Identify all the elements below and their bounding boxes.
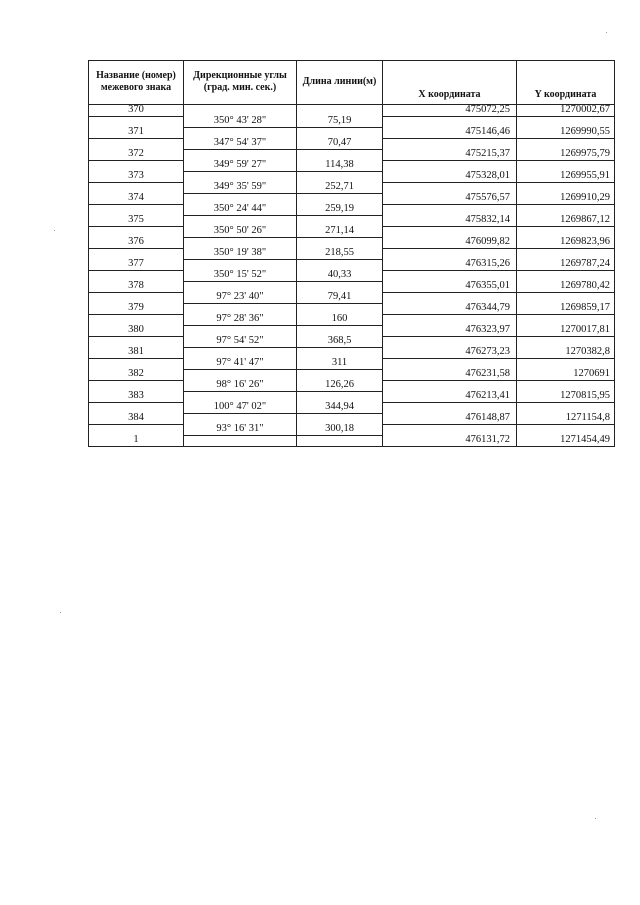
- header-y-coordinate: Y координата: [517, 61, 615, 105]
- line-length-cell: 126,26: [297, 380, 383, 391]
- header-line-length: Длина линии(м): [297, 61, 383, 105]
- x-coordinate-cell: 476315,26: [383, 259, 517, 270]
- x-coordinate-cell: 476213,41: [383, 391, 517, 402]
- y-coordinate-cell: 1269780,42: [517, 281, 615, 292]
- table-row-segment: [89, 270, 615, 281]
- x-coordinate-cell: 476231,58: [383, 369, 517, 380]
- point-name-cell: 382: [89, 369, 184, 380]
- y-coordinate-cell: 1271454,49: [517, 435, 615, 446]
- directional-angle-cell: 97° 23' 40": [184, 292, 297, 303]
- table-row-segment: [89, 358, 615, 369]
- x-coordinate-cell: 475832,14: [383, 215, 517, 226]
- line-length-cell: 271,14: [297, 226, 383, 237]
- point-name-cell: 379: [89, 303, 184, 314]
- line-length-cell: 114,38: [297, 160, 383, 171]
- directional-angle-cell: 100° 47' 02": [184, 402, 297, 413]
- x-coordinate-cell: 476131,72: [383, 435, 517, 446]
- point-name-cell: 380: [89, 325, 184, 336]
- table-row-point: [89, 105, 615, 117]
- point-name-cell: 376: [89, 237, 184, 248]
- table-row-segment: [89, 226, 615, 237]
- x-coordinate-cell: 476148,87: [383, 413, 517, 424]
- y-coordinate-cell: 1270382,8: [517, 347, 615, 358]
- scan-speck: [595, 818, 596, 819]
- y-coordinate-cell: 1269955,91: [517, 171, 615, 182]
- directional-angle-cell: 97° 41' 47": [184, 358, 297, 369]
- table-header-row: [89, 61, 615, 105]
- x-coordinate-cell: 475072,25: [383, 105, 517, 117]
- y-coordinate-cell: 1269859,17: [517, 303, 615, 314]
- y-coordinate-cell: 1271154,8: [517, 413, 615, 424]
- scan-speck: [606, 32, 607, 33]
- x-coordinate-cell: 476273,23: [383, 347, 517, 358]
- directional-angle-cell: 350° 15' 52": [184, 270, 297, 281]
- directional-angle-cell: 97° 28' 36": [184, 314, 297, 325]
- directional-angle-cell: 350° 43' 28": [184, 116, 297, 127]
- y-coordinate-cell: 1270017,81: [517, 325, 615, 336]
- scan-speck: [60, 612, 61, 613]
- point-name-cell: 373: [89, 171, 184, 182]
- point-name-cell: 370: [89, 105, 184, 117]
- table-row-segment: [89, 292, 615, 303]
- line-length-cell: 368,5: [297, 336, 383, 347]
- table-row-segment: [89, 248, 615, 259]
- directional-angle-cell: 350° 24' 44": [184, 204, 297, 215]
- table-body: [89, 105, 615, 447]
- line-length-cell: 344,94: [297, 402, 383, 413]
- line-length-cell: 300,18: [297, 424, 383, 435]
- line-length-cell: 311: [297, 358, 383, 369]
- table-row-segment: [89, 182, 615, 193]
- line-length-cell: 40,33: [297, 270, 383, 281]
- table-row-segment: [89, 138, 615, 149]
- point-name-cell: 383: [89, 391, 184, 402]
- table-row-point: [89, 325, 615, 336]
- directional-angle-cell: 350° 19' 38": [184, 248, 297, 259]
- empty-cell: [297, 435, 383, 446]
- directional-angle-cell: 93° 16' 31": [184, 424, 297, 435]
- line-length-cell: 160: [297, 314, 383, 325]
- directional-angle-cell: 349° 59' 27": [184, 160, 297, 171]
- header-x-coordinate: X координата: [383, 61, 517, 105]
- x-coordinate-cell: 475576,57: [383, 193, 517, 204]
- point-name-cell: 384: [89, 413, 184, 424]
- scan-speck: [54, 230, 55, 231]
- y-coordinate-cell: 1269975,79: [517, 149, 615, 160]
- table-row-point: [89, 347, 615, 358]
- x-coordinate-cell: 476323,97: [383, 325, 517, 336]
- table-row-segment: [89, 116, 615, 127]
- table-row-point: [89, 303, 615, 314]
- line-length-cell: 70,47: [297, 138, 383, 149]
- header-directional-angles: Дирекционные углы (град. мин. сек.): [184, 61, 297, 105]
- table-row-segment: [89, 314, 615, 325]
- empty-cell: [184, 435, 297, 446]
- x-coordinate-cell: 475328,01: [383, 171, 517, 182]
- table-row-point: [89, 435, 615, 446]
- point-name-cell: 371: [89, 127, 184, 138]
- table-row-point: [89, 259, 615, 270]
- x-coordinate-cell: 475146,46: [383, 127, 517, 138]
- table-row-segment: [89, 380, 615, 391]
- point-name-cell: 378: [89, 281, 184, 292]
- table-row-segment: [89, 336, 615, 347]
- directional-angle-cell: 347° 54' 37": [184, 138, 297, 149]
- point-name-cell: 377: [89, 259, 184, 270]
- x-coordinate-cell: 476344,79: [383, 303, 517, 314]
- x-coordinate-cell: 475215,37: [383, 149, 517, 160]
- point-name-cell: 374: [89, 193, 184, 204]
- y-coordinate-cell: 1269823,96: [517, 237, 615, 248]
- table-row-point: [89, 127, 615, 138]
- x-coordinate-cell: 476355,01: [383, 281, 517, 292]
- table-row-segment: [89, 204, 615, 215]
- point-name-cell: 381: [89, 347, 184, 358]
- x-coordinate-cell: 476099,82: [383, 237, 517, 248]
- y-coordinate-cell: 1269787,24: [517, 259, 615, 270]
- directional-angle-cell: 98° 16' 26": [184, 380, 297, 391]
- point-name-cell: 372: [89, 149, 184, 160]
- directional-angle-cell: 349° 35' 59": [184, 182, 297, 193]
- point-name-cell: 1: [89, 435, 184, 446]
- line-length-cell: 252,71: [297, 182, 383, 193]
- line-length-cell: 218,55: [297, 248, 383, 259]
- table-row-segment: [89, 402, 615, 413]
- point-name-cell: 375: [89, 215, 184, 226]
- y-coordinate-cell: 1270002,67: [517, 105, 615, 117]
- line-length-cell: 259,19: [297, 204, 383, 215]
- header-marker-name: Название (номер) межевого знака: [89, 61, 184, 105]
- directional-angle-cell: 97° 54' 52": [184, 336, 297, 347]
- y-coordinate-cell: 1270815,95: [517, 391, 615, 402]
- table-row-point: [89, 281, 615, 292]
- directional-angle-cell: 350° 50' 26": [184, 226, 297, 237]
- y-coordinate-cell: 1269867,12: [517, 215, 615, 226]
- y-coordinate-cell: 1269990,55: [517, 127, 615, 138]
- y-coordinate-cell: 1270691: [517, 369, 615, 380]
- y-coordinate-cell: 1269910,29: [517, 193, 615, 204]
- boundary-coordinates-table: [88, 60, 615, 447]
- table-row-segment: [89, 424, 615, 435]
- table-row-segment: [89, 160, 615, 171]
- line-length-cell: 79,41: [297, 292, 383, 303]
- line-length-cell: 75,19: [297, 116, 383, 127]
